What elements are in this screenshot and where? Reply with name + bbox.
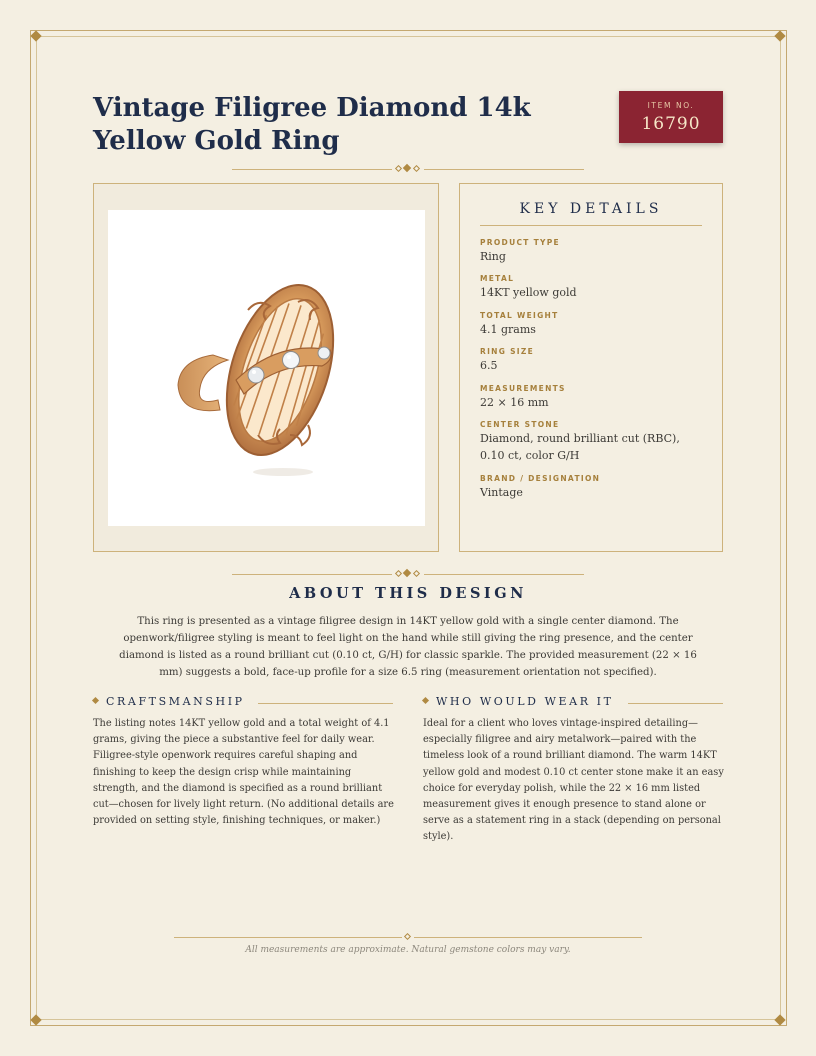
detail-total-weight bbox=[480, 311, 702, 338]
detail-product-type bbox=[480, 238, 702, 265]
detail-metal bbox=[480, 274, 702, 301]
detail-label: CENTER STONE bbox=[480, 420, 560, 429]
detail-value: 14KT yellow gold bbox=[480, 286, 577, 299]
who-would-wear-rule bbox=[628, 703, 723, 704]
detail-measurements bbox=[480, 384, 702, 411]
craftsmanship-paragraph: The listing notes 14KT yellow gold and a total weight of 4.1 grams, giving the piece a substantive feel for daily wear. Filigree-style openwork requires careful shaping and finishing to keep the design crisp while maintaining strength, and the diamond is specified as a round brilliant cut—chosen for lively light return. (No additional details are provided on setting style, finishing techniques, or maker.) bbox=[93, 718, 394, 827]
detail-value: 4.1 grams bbox=[480, 323, 536, 336]
craftsmanship-heading bbox=[93, 695, 245, 708]
detail-value: 22 × 16 mm bbox=[480, 396, 549, 409]
who-would-wear-paragraph: Ideal for a client who loves vintage-inspired detailing—especially filigree and airy metalwork—paired with the timeless look of a round brilliant diamond. The warm 14KT yellow gold and modest 0.10 ct center stone make it an easy choice for everyday polish, while the 22 × 16 mm listed measurement gives it enough presence to stand alone or serve as a statement ring in a stack (depending on personal style). bbox=[423, 718, 724, 843]
about-paragraph: This ring is presented as a vintage filigree design in 14KT yellow gold with a single center diamond. The openwork/filigree styling is meant to feel light on the hand while still giving the ring presence, and the center diamond is listed as a round brilliant cut (0.10 ct, G/H) for classic sparkle. The provided measurement (22 × 16 mm) suggests a bold, face-up profile for a size 6.5 ring (measurement orientation not specified). bbox=[119, 616, 697, 678]
detail-ring-size bbox=[480, 347, 702, 374]
footer-divider-left bbox=[174, 937, 402, 938]
item-number-badge bbox=[619, 91, 723, 143]
craftsmanship-heading-text: CRAFTSMANSHIP bbox=[106, 695, 245, 708]
detail-label: RING SIZE bbox=[480, 347, 535, 356]
about-divider-left bbox=[232, 574, 392, 575]
who-would-wear-heading-text: WHO WOULD WEAR IT bbox=[436, 695, 614, 708]
detail-label: TOTAL WEIGHT bbox=[480, 311, 559, 320]
detail-value: Diamond, round brilliant cut (RBC), 0.10 ct, color G/H bbox=[480, 432, 680, 462]
who-would-wear-heading bbox=[423, 695, 614, 708]
bullet-diamond-icon bbox=[92, 697, 99, 704]
page-title: Vintage Filigree Diamond 14k Yellow Gold Ring bbox=[93, 93, 531, 156]
product-photo-frame bbox=[93, 183, 439, 552]
detail-value: Ring bbox=[480, 250, 506, 263]
ring-image bbox=[108, 210, 425, 526]
key-details-panel bbox=[459, 183, 723, 552]
detail-label: BRAND / DESIGNATION bbox=[480, 474, 601, 483]
about-heading: ABOUT THIS DESIGN bbox=[289, 585, 527, 602]
about-divider-right bbox=[424, 574, 584, 575]
title-divider-right bbox=[424, 169, 584, 170]
detail-center-stone bbox=[480, 420, 702, 464]
item-number-label: ITEM NO. bbox=[647, 101, 695, 110]
detail-value: 6.5 bbox=[480, 359, 498, 372]
detail-label: MEASUREMENTS bbox=[480, 384, 566, 393]
title-divider-left bbox=[232, 169, 392, 170]
detail-label: PRODUCT TYPE bbox=[480, 238, 560, 247]
detail-value: Vintage bbox=[480, 486, 523, 499]
bullet-diamond-icon bbox=[422, 697, 429, 704]
item-number-value: 16790 bbox=[641, 114, 701, 134]
key-details-heading: KEY DETAILS bbox=[480, 201, 702, 226]
detail-brand bbox=[480, 474, 702, 501]
detail-label: METAL bbox=[480, 274, 515, 283]
footer-divider-right bbox=[414, 937, 642, 938]
craftsmanship-rule bbox=[258, 703, 393, 704]
product-photo bbox=[108, 210, 425, 526]
footer-note: All measurements are approximate. Natural gemstone colors may vary. bbox=[245, 945, 571, 955]
